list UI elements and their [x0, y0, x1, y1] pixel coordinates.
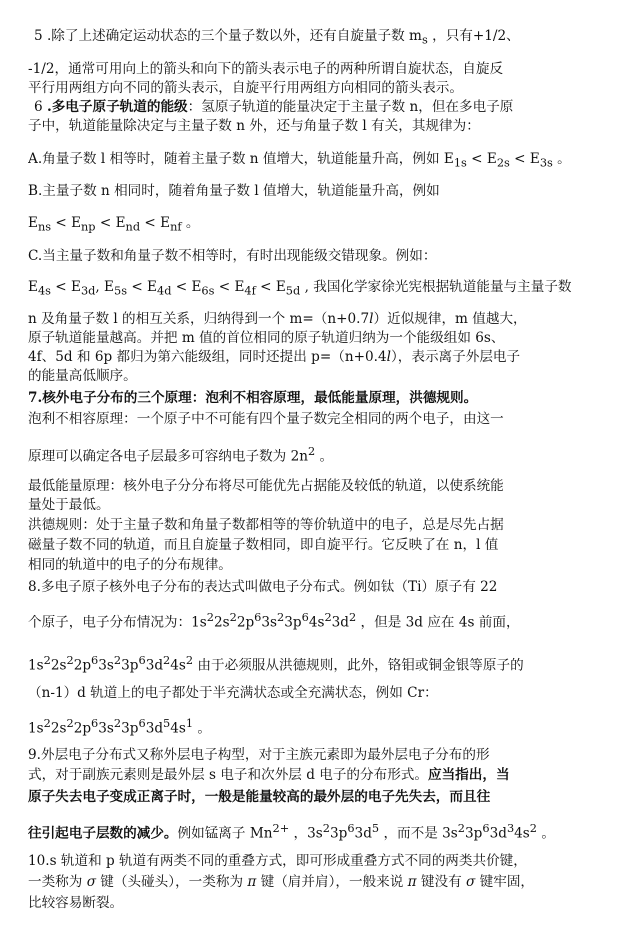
text-line: $E_{4s} < E_{3d}$, $E_{5s} < E_{4d} < E_{6s} < E_{4f} < E_{5d}$ , 我国化学家徐光宪根据轨道能量与主量子数: [28, 279, 572, 298]
text-line: -1/2，通常可用向上的箭头和向下的箭头表示电子的两种所谓自旋状态，自旋反: [28, 61, 504, 77]
text-line: 6 .多电子原子轨道的能级：氢原子轨道的能量决定于主量子数 n，但在多电子原: [34, 99, 514, 115]
text-line: A.角量子数 l 相等时，随着主量子数 n 值增大，轨道能量升高，例如 $E_{1s} < E_{2s} < E_{3s}$ 。: [28, 151, 571, 170]
text-line: 量处于最低。: [28, 497, 110, 513]
text-line: 7.核外电子分布的三个原理：泡利不相容原理，最低能量原理，洪德规则。: [28, 390, 478, 406]
text-line: $1s^22s^22p^63s^23p^63d^54s^1$ 。: [28, 716, 212, 737]
text-line: 原子失去电子变成正离子时，一般是能量较高的最外层的电子先失去，而且往: [28, 789, 491, 805]
text-line: 泡利不相容原理：一个原子中不可能有四个量子数完全相同的两个电子，由这一: [28, 411, 504, 427]
text-line: 磁量子数不同的轨道，而且自旋量子数相同，即自旋平行。它反映了在 n，l 值: [28, 537, 499, 553]
text-line: 往引起电子层数的减少。例如锰离子 $Mn^{2+}$ ，$3s^23p^63d^5$ ，而不是 $3s^23p^63d^34s^2$ 。: [28, 821, 555, 842]
text-line: 比较容易断裂。: [28, 895, 124, 911]
text-line: 一类称为 σ 键（头碰头），一类称为 π 键（肩并肩），一般来说 π 键没有 σ 键牢固，: [28, 874, 535, 890]
text-line: $1s^22s^22p^63s^23p^63d^24s^2$ 由于必须服从洪德规则，此外，铬钼或铜金银等原子的: [28, 653, 524, 674]
text-line: 的能量高低顺序。: [28, 368, 137, 384]
text-line: $E_{ns} < E_{np} < E_{nd} < E_{nf}$ 。: [28, 215, 200, 234]
text-line: 子中，轨道能量除决定与主量子数 n 外，还与角量子数 l 有关，其规律为：: [28, 118, 480, 134]
text-line: 个原子，电子分布情况为：$1s^22s^22p^63s^23p^64s^23d^2$ ，但是 3d 应在 4s 前面，: [28, 610, 520, 631]
text-line: 9.外层电子分布式又称外层电子构型，对于主族元素即为最外层电子分布的形: [28, 747, 490, 763]
text-line: 原子轨道能量越高。并把 m 值的首位相同的原子轨道归纳为一个能级组如 6s、: [28, 330, 505, 346]
text-line: 10.s 轨道和 p 轨道有两类不同的重叠方式，即可形成重叠方式不同的两类共价键，: [28, 853, 527, 869]
text-line: 8.多电子原子核外电子分布的表达式叫做电子分布式。例如钛（Ti）原子有 22: [28, 579, 498, 595]
text-line: 平行用两组方向不同的箭头表示，自旋平行用两组方向相同的箭头表示。: [28, 80, 463, 96]
text-line: 4f、5d 和 6p 都归为第六能级组，同时还提出 p=（n+0.4l），表示离子外层电子: [28, 349, 521, 365]
text-line: 5 .除了上述确定运动状态的三个量子数以外，还有自旋量子数 $m_s$ ，只有+1/2、: [34, 28, 520, 47]
text-line: 最低能量原理：核外电子分分布将尽可能优先占据能及较低的轨道，以使系统能: [28, 478, 504, 494]
text-line: n 及角量子数 l 的相互关系，归纳得到一个 m=（n+0.7l）近似规律，m 值越大，: [28, 311, 527, 327]
text-line: 式，对于副族元素则是最外层 s 电子和次外层 d 电子的分布形式。应当指出，当: [28, 767, 510, 783]
text-line: （n-1）d 轨道上的电子都处于半充满状态或全充满状态，例如 Cr：: [28, 685, 438, 701]
text-line: C.当主量子数和角量子数不相等时，有时出现能级交错现象。例如：: [28, 248, 437, 264]
text-line: B.主量子数 n 相同时，随着角量子数 l 值增大，轨道能量升高，例如: [28, 183, 440, 199]
text-line: 原理可以确定各电子层最多可容纳电子数为 $2n^2$ 。: [28, 444, 334, 465]
text-line: 洪德规则：处于主量子数和角量子数都相等的等价轨道中的电子，总是尽先占据: [28, 517, 504, 533]
text-line: 相同的轨道中的电子的分布规律。: [28, 557, 232, 573]
